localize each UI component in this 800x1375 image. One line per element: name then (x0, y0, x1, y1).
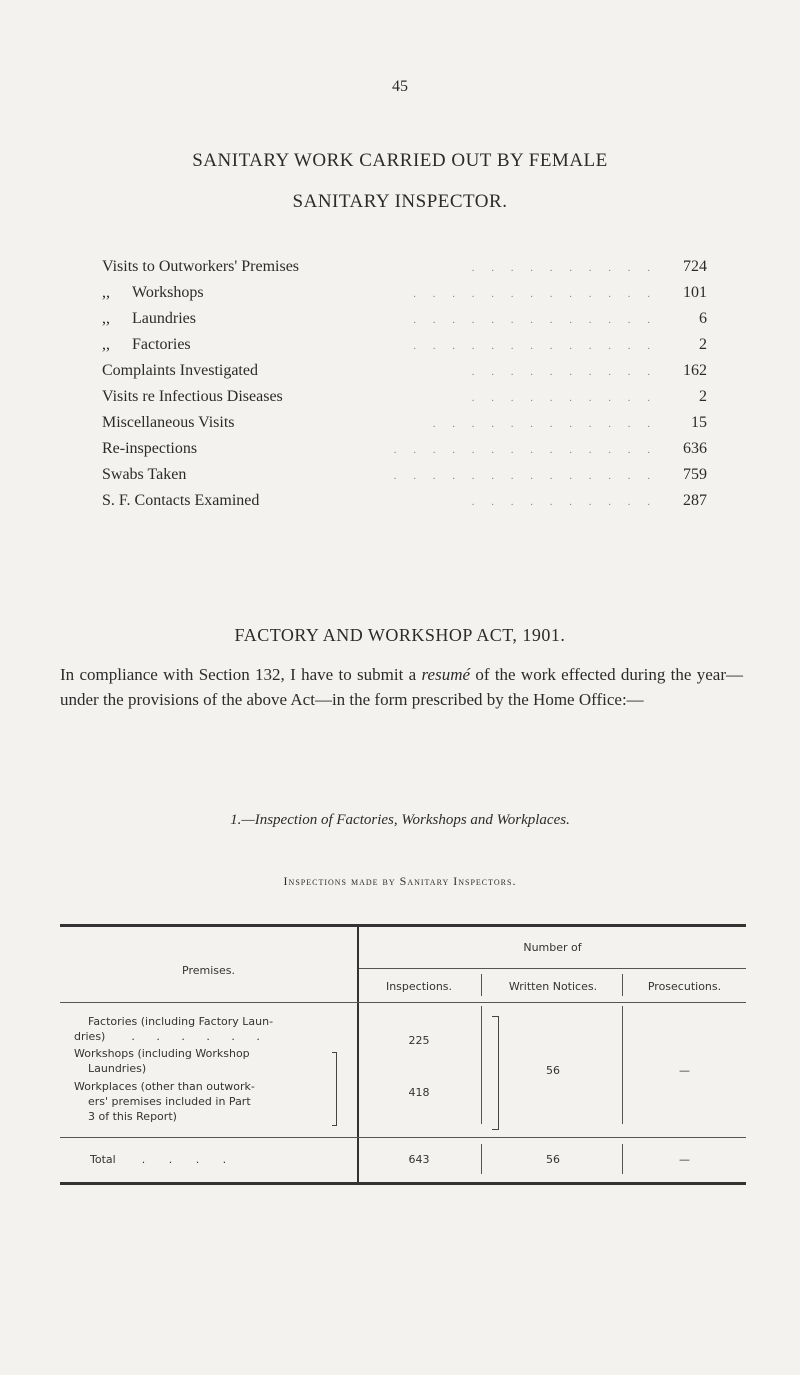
cell-written-notices: 56 (546, 1064, 560, 1077)
list-item: Visits re Infectious Diseases . . . . . . . . . . 2 (102, 388, 707, 405)
list-item: ,, Laundries . . . . . . . . . . . . . 6 (102, 310, 707, 327)
header-col-divider (622, 974, 623, 996)
item-label: Complaints Investigated (102, 362, 258, 379)
item-label: S. F. Contacts Examined (102, 492, 260, 509)
row-workplaces-line2: ers' premises included in Part (88, 1095, 251, 1108)
list-item: S. F. Contacts Examined . . . . . . . . . . 287 (102, 492, 707, 509)
table-bottom-rule (60, 1182, 746, 1185)
table-top-rule (60, 924, 746, 927)
table-caption: Inspections made by Sanitary Inspectors. (283, 874, 517, 888)
header-written-notices: Written Notices. (508, 980, 598, 993)
row-workshops-line2: Laundries) (88, 1062, 147, 1075)
row-workplaces-line3: 3 of this Report) (88, 1110, 177, 1123)
header-premises: Premises. (182, 964, 235, 977)
brace-icon (332, 1052, 337, 1126)
header-bottom-rule (60, 1002, 746, 1003)
row-factories-line1: Factories (including Factory Laun- (88, 1015, 274, 1028)
body-col-divider (481, 1006, 482, 1124)
item-value: 2 (699, 388, 707, 405)
cell-prosecutions: — (679, 1064, 690, 1077)
item-label: Re-inspections (102, 440, 198, 457)
item-label: Factories (132, 336, 191, 353)
header-inspections: Inspections. (385, 980, 453, 993)
item-label: Visits to Outworkers' Premises (102, 258, 300, 275)
item-value: 724 (683, 258, 707, 275)
section-title-line2: SANITARY INSPECTOR. (292, 191, 508, 212)
total-prosecutions: — (679, 1153, 690, 1166)
list-item: ,, Factories . . . . . . . . . . . . . 2 (102, 336, 707, 353)
para-resume: resumé (421, 665, 471, 684)
total-written-notices: 56 (546, 1153, 560, 1166)
list-item: Swabs Taken . . . . . . . . . . . . . . 759 (102, 466, 707, 483)
list-item: Complaints Investigated . . . . . . . . . . 162 (102, 362, 707, 379)
item-value: 162 (683, 362, 707, 379)
ditto-mark: ,, (102, 336, 110, 353)
list-item: Visits to Outworkers' Premises . . . . . . . . . . 724 (102, 258, 707, 275)
total-label: Total . . . . (90, 1153, 237, 1166)
item-label: Workshops (132, 284, 204, 301)
total-inspections: 643 (408, 1153, 430, 1166)
header-prosecutions: Prosecutions. (647, 980, 722, 993)
item-value: 759 (683, 466, 707, 483)
compliance-paragraph (60, 662, 743, 712)
ditto-mark: ,, (102, 310, 110, 327)
cell-workplaces-inspections: 418 (408, 1086, 430, 1099)
total-rule (60, 1137, 746, 1138)
para-text-1: In compliance with Section 132, I have to submit a (60, 665, 422, 684)
item-value: 2 (699, 336, 707, 353)
item-value: 15 (691, 414, 707, 431)
row-workplaces-line1: Workplaces (other than outwork- (74, 1080, 255, 1093)
row-factories-line2: dries) . . . . . . (74, 1030, 269, 1043)
item-label: Laundries (132, 310, 196, 327)
item-label: Miscellaneous Visits (102, 414, 235, 431)
page-number: 45 (392, 78, 408, 95)
header-col-divider (481, 974, 482, 996)
item-label: Visits re Infectious Diseases (102, 388, 283, 405)
item-value: 6 (699, 310, 707, 327)
header-number-of: Number of (523, 941, 582, 954)
item-value: 636 (683, 440, 707, 457)
item-value: 287 (683, 492, 707, 509)
act-title: FACTORY AND WORKSHOP ACT, 1901. (234, 625, 566, 645)
row-workshops-line1: Workshops (including Workshop (74, 1047, 250, 1060)
item-value: 101 (683, 284, 707, 301)
list-item: ,, Workshops . . . . . . . . . . . . . 101 (102, 284, 707, 301)
section-subheading: 1.—Inspection of Factories, Workshops and Workplaces. (230, 812, 570, 828)
para-text-2: of the work effected during the year—under the provisions of the above Act—in the form prescribed by the Home Office:— (60, 665, 743, 709)
table-divider (357, 927, 359, 1183)
sanitary-work-list (102, 258, 707, 518)
list-item: Re-inspections . . . . . . . . . . . . . . 636 (102, 440, 707, 457)
item-label: Swabs Taken (102, 466, 187, 483)
total-col-divider (481, 1144, 482, 1174)
section-title-line1: SANITARY WORK CARRIED OUT BY FEMALE (192, 150, 608, 171)
header-subrule (359, 968, 746, 969)
ditto-mark: ,, (102, 284, 110, 301)
cell-factories-inspections: 225 (408, 1034, 430, 1047)
list-item: Miscellaneous Visits . . . . . . . . . . . . 15 (102, 414, 707, 431)
